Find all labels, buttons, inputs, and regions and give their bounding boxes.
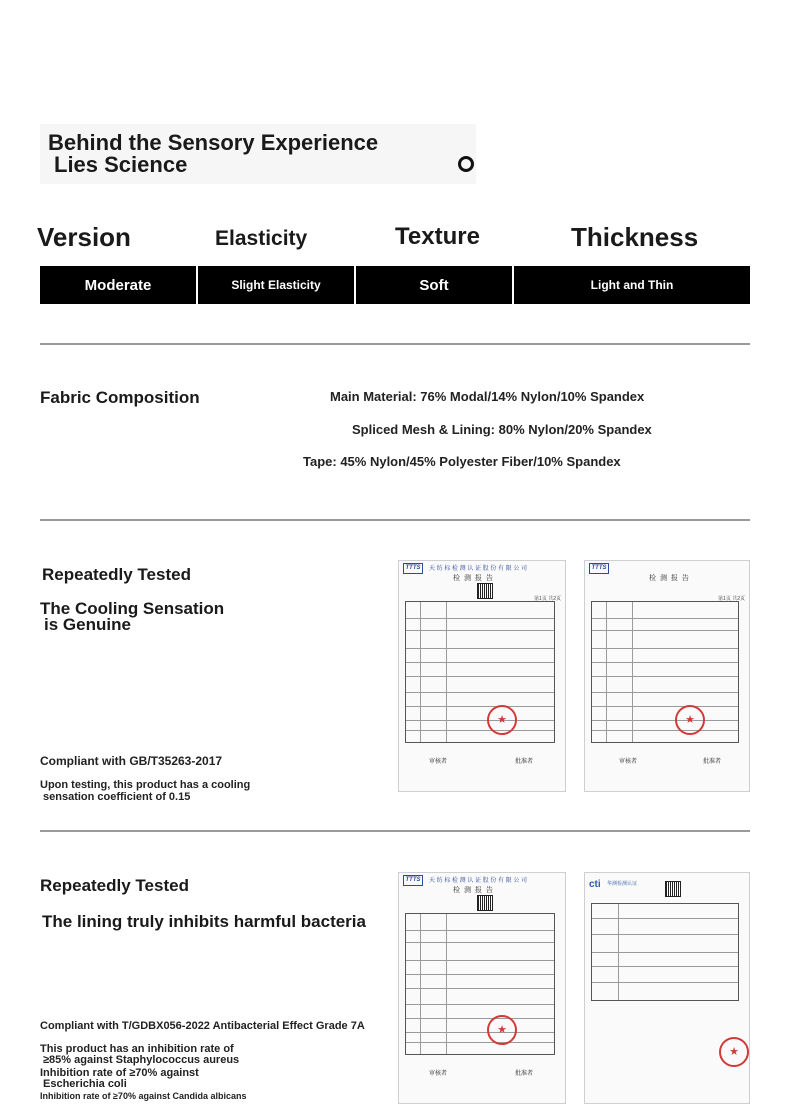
antibacterial-standard: Compliant with T/GDBX056-2022 Antibacterial Effect Grade 7A xyxy=(40,1020,365,1032)
antibacterial-result-2a: Inhibition rate of ≥70% against xyxy=(40,1067,199,1079)
hero-title-line-1: Behind the Sensory Experience xyxy=(48,130,379,155)
antibacterial-result-1a: This product has an inhibition rate of xyxy=(40,1043,234,1055)
hero-title-line-2: Lies Science xyxy=(54,152,188,177)
spec-header-elasticity: Elasticity xyxy=(215,227,308,250)
red-seal-icon: ★ xyxy=(487,1015,517,1045)
report-page: 第1页 共2页 xyxy=(718,596,745,602)
qr-code-icon xyxy=(665,881,681,897)
ttts-logo: TTTS xyxy=(403,563,423,574)
spec-value-thickness: Light and Thin xyxy=(514,266,750,304)
report-table xyxy=(405,601,555,743)
composition-tape: Tape: 45% Nylon/45% Polyester Fiber/10% Spandex xyxy=(303,454,621,469)
report-table xyxy=(591,601,739,743)
report-title: 检 测 报 告 xyxy=(453,575,494,582)
spec-header-thickness: Thickness xyxy=(571,222,699,252)
section-divider xyxy=(40,830,750,832)
spec-value-texture: Soft xyxy=(356,266,512,304)
antibacterial-result-1b: ≥85% against Staphylococcus aureus xyxy=(43,1054,240,1066)
report-title: 检 测 报 告 xyxy=(649,575,690,582)
signature-1: 审核者 xyxy=(429,1071,448,1077)
cooling-standard: Compliant with GB/T35263-2017 xyxy=(40,754,223,768)
ring-icon xyxy=(458,156,474,172)
report-org: 天 纺 标 检 测 认 证 股 份 有 限 公 司 xyxy=(429,878,528,884)
section-divider xyxy=(40,343,750,345)
signature-1: 审核者 xyxy=(619,759,638,765)
cooling-title: Repeatedly Tested xyxy=(42,565,191,584)
cti-logo: cti xyxy=(589,879,601,890)
antibacterial-subtitle: The lining truly inhibits harmful bacteria xyxy=(42,912,366,931)
hero-title xyxy=(40,124,476,184)
test-report-image xyxy=(584,560,750,792)
spec-header-texture: Texture xyxy=(395,223,480,250)
spec-value-elasticity: Slight Elasticity xyxy=(198,266,354,304)
report-table xyxy=(591,903,739,1001)
signature-2: 批准者 xyxy=(703,759,722,765)
test-report-image xyxy=(398,872,566,1104)
cooling-result-1: Upon testing, this product has a cooling xyxy=(40,779,251,791)
report-org: 天 纺 标 检 测 认 证 股 份 有 限 公 司 xyxy=(429,566,528,572)
cooling-result-2: sensation coefficient of 0.15 xyxy=(43,791,191,803)
report-table xyxy=(405,913,555,1055)
cooling-subtitle-2: is Genuine xyxy=(44,615,131,634)
antibacterial-result-2b: Escherichia coli xyxy=(43,1078,127,1090)
spec-values-bar xyxy=(40,266,750,304)
composition-label: Fabric Composition xyxy=(40,388,200,407)
report-page: 第1页 共2页 xyxy=(534,596,561,602)
spec-header-version: Version xyxy=(37,222,131,252)
ttts-logo: TTTS xyxy=(589,563,609,574)
cti-org: 华测检测认证 xyxy=(607,881,638,887)
test-report-image xyxy=(584,872,750,1104)
signature-1: 审核者 xyxy=(429,759,448,765)
red-seal-icon: ★ xyxy=(719,1037,749,1067)
ttts-logo: TTTS xyxy=(403,875,423,886)
report-title: 检 测 报 告 xyxy=(453,887,494,894)
antibacterial-title: Repeatedly Tested xyxy=(40,876,189,895)
composition-main: Main Material: 76% Modal/14% Nylon/10% Spandex xyxy=(330,389,645,404)
signature-2: 批准者 xyxy=(515,1071,534,1077)
red-seal-icon: ★ xyxy=(487,705,517,735)
composition-mesh: Spliced Mesh & Lining: 80% Nylon/20% Spandex xyxy=(352,422,652,437)
qr-code-icon xyxy=(477,895,493,911)
antibacterial-result-3: Inhibition rate of ≥70% against Candida albicans xyxy=(40,1091,247,1101)
red-seal-icon: ★ xyxy=(675,705,705,735)
section-divider xyxy=(40,519,750,521)
spec-value-version: Moderate xyxy=(40,266,196,304)
signature-2: 批准者 xyxy=(515,759,534,765)
cooling-subtitle-1: The Cooling Sensation xyxy=(40,599,225,618)
test-report-image xyxy=(398,560,566,792)
qr-code-icon xyxy=(477,583,493,599)
